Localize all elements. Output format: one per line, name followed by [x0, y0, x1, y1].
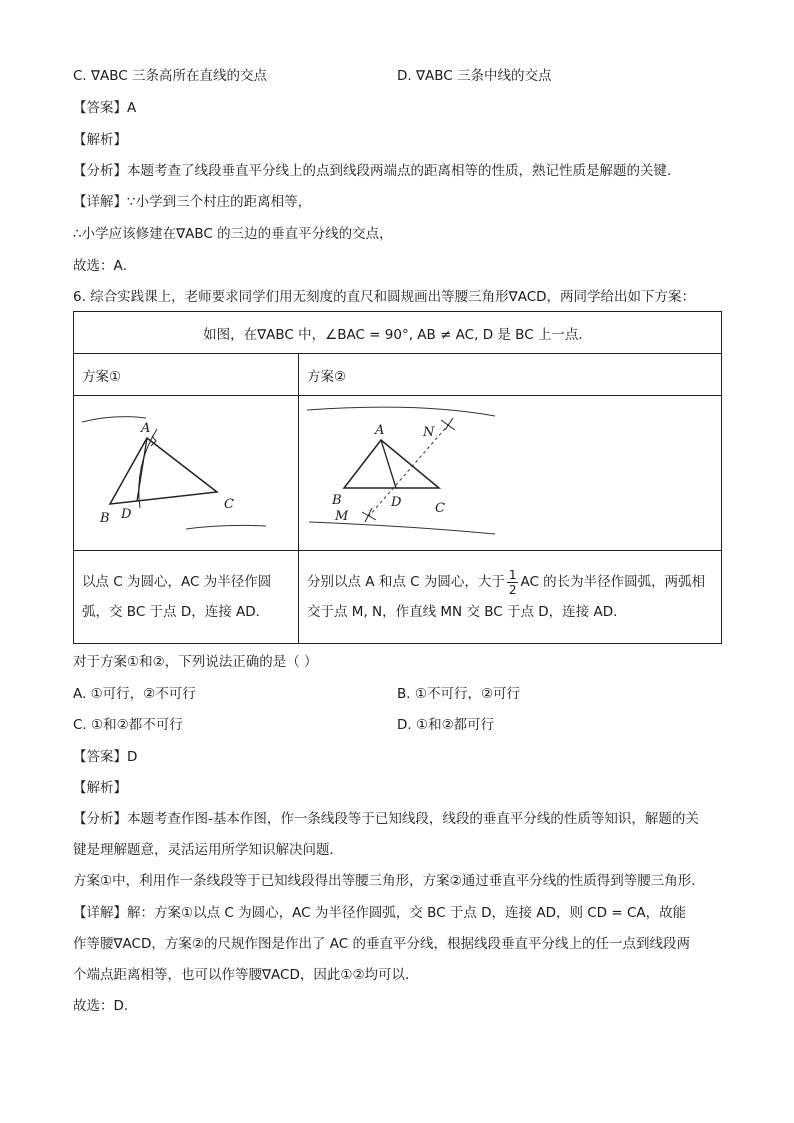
plan-2-figure — [299, 396, 721, 546]
paper-edge-bottom — [186, 525, 266, 529]
xiangjie-2-a: 【详解】解：方案①以点 C 为圆心，AC 为半径作圆弧，交 BC 于点 D，连接 AD，则 CD = CA，故能 — [73, 905, 687, 921]
question-6-prompt: 对于方案①和②，下列说法正确的是（ ） — [73, 654, 318, 670]
label-b: B — [332, 493, 342, 508]
fraction-denominator: 2 — [508, 582, 517, 597]
plan-1-desc-line-2: 弧，交 BC 于点 D，连接 AD． — [82, 604, 270, 620]
triangle-abc — [344, 440, 439, 488]
plan-1-figure — [74, 396, 298, 546]
label-a: A — [375, 423, 385, 438]
construction-arc — [139, 429, 157, 508]
option-d-previous: D. ∇ABC 三条中线的交点 — [397, 68, 552, 84]
plan-1-title: 方案① — [74, 354, 299, 396]
plan-2-desc-part-1: 分别以点 A 和点 C 为圆心，大于 — [307, 574, 505, 590]
plan-1-desc-line-1: 以点 C 为圆心，AC 为半径作圆 — [82, 574, 272, 590]
plan-1-figure-cell — [74, 396, 299, 551]
problem-table — [73, 311, 722, 644]
option-d: D. ①和②都可行 — [397, 717, 495, 733]
label-c: C — [224, 497, 234, 512]
label-b: B — [100, 511, 110, 526]
answer-label-2: 【答案】D — [73, 749, 138, 765]
label-m: M — [335, 509, 349, 524]
label-c: C — [435, 501, 445, 516]
analysis-label-2: 【解析】 — [73, 780, 127, 796]
question-6-stem: 6. 综合实践课上，老师要求同学们用无刻度的直尺和圆规画出等腰三角形∇ACD，两同学给出如下方案： — [73, 289, 696, 305]
option-c-previous: C. ∇ABC 三条高所在直线的交点 — [73, 68, 268, 84]
answer-label-1: 【答案】A — [73, 100, 137, 116]
plan-2-desc-line-2: 交于点 M, N，作直线 MN 交 BC 于点 D，连接 AD． — [307, 604, 627, 620]
fenxi-2-b: 键是理解题意，灵活运用所学知识解决问题． — [73, 842, 343, 858]
plan-2-figure-cell — [299, 396, 722, 551]
triangle-abc — [110, 438, 217, 504]
plan-2-desc-line-1 — [307, 567, 713, 597]
analysis-label-1: 【解析】 — [73, 132, 127, 148]
label-a: A — [141, 421, 151, 436]
plan-2-title: 方案② — [299, 354, 722, 396]
arc-cross-n — [441, 418, 455, 430]
label-d: D — [391, 495, 402, 510]
plan-1-description — [74, 551, 299, 644]
paper-edge-top — [307, 407, 495, 416]
table-caption: 如图，在∇ABC 中，∠BAC = 90°, AB ≠ AC, D 是 BC 上一点． — [74, 312, 722, 354]
paper-edge-top — [82, 417, 146, 422]
label-n: N — [423, 425, 435, 440]
fraction-half — [507, 568, 519, 597]
option-a: A. ①可行，②不可行 — [73, 686, 196, 702]
plan-2-description — [299, 551, 722, 644]
choose-2: 故选：D． — [73, 998, 138, 1014]
option-c: C. ①和②都不可行 — [73, 717, 183, 733]
plan-summary: 方案①中，利用作一条线段等于已知线段得出等腰三角形，方案②通过垂直平分线的性质得到等腰三角形． — [73, 873, 705, 889]
label-d: D — [121, 507, 132, 522]
xiangjie-2-b: 作等腰∇ACD，方案②的尺规作图是作出了 AC 的垂直平分线，根据线段垂直平分线上的任一点到线段两 — [73, 936, 690, 952]
plan-2-desc-part-2: AC 的长为半径作圆弧，两弧相 — [520, 574, 706, 590]
choose-1: 故选：A． — [73, 258, 137, 274]
xiangjie-1-a: 【详解】∵小学到三个村庄的距离相等， — [73, 194, 312, 210]
xiangjie-1-b: ∴小学应该修建在∇ABC 的三边的垂直平分线的交点， — [73, 226, 393, 242]
fenxi-1: 【分析】本题考查了线段垂直平分线上的点到线段两端点的距离相等的性质，熟记性质是解题的关键． — [73, 163, 681, 179]
segment-ad — [381, 440, 396, 488]
xiangjie-2-c: 个端点距离相等，也可以作等腰∇ACD，因此①②均可以． — [73, 967, 419, 983]
option-b: B. ①不可行，②可行 — [397, 686, 521, 702]
fraction-numerator: 1 — [508, 567, 517, 582]
fenxi-2-a: 【分析】本题考查作图-基本作图，作一条线段等于已知线段，线段的垂直平分线的性质等知识，解题的关 — [73, 811, 699, 827]
